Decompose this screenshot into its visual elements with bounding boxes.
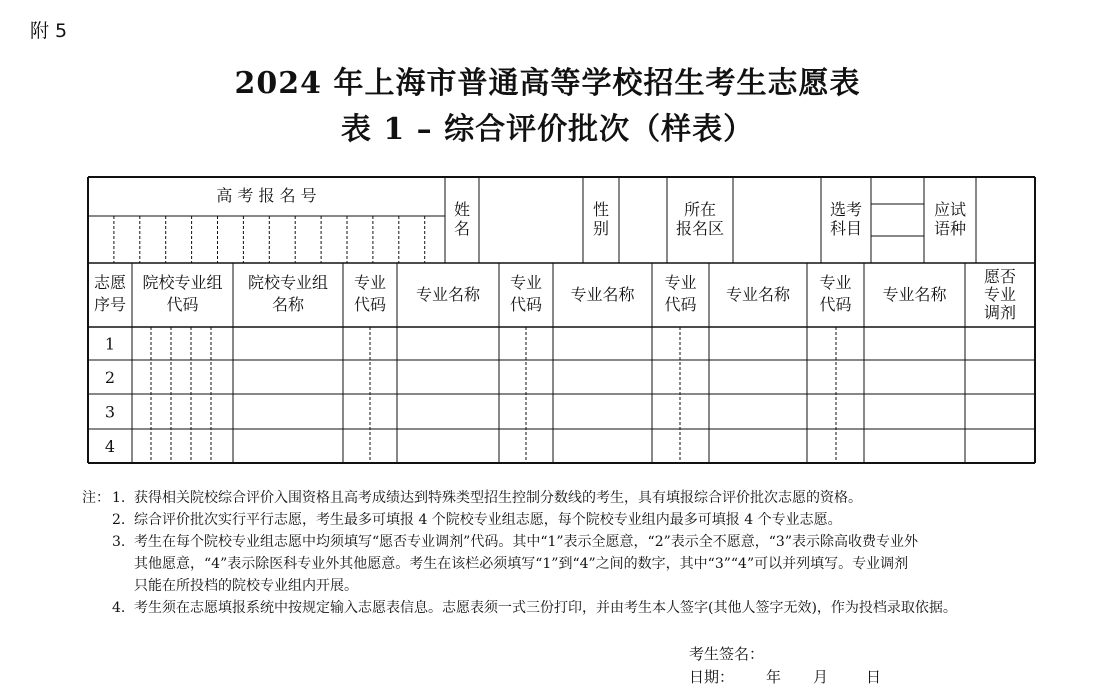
major-code-header: 专业	[819, 273, 852, 292]
note-line	[82, 597, 1042, 619]
major-name-header: 专业名称	[882, 285, 947, 304]
note-line	[82, 487, 1042, 509]
note-text: 获得相关院校综合评价入围资格且高考成绩达到特殊类型招生控制分数线的考生，具有填报综合评价批次志愿的资格。	[134, 490, 862, 506]
major-code-header: 专业	[353, 273, 387, 292]
major-name-header: 专业名称	[570, 285, 635, 304]
major-code-header: 代码	[509, 295, 543, 314]
notes-section	[82, 487, 1042, 619]
group-code-header: 院校专业组	[142, 273, 223, 292]
major-code-header: 代码	[819, 295, 852, 314]
note-text: 综合评价批次实行平行志愿，考生最多可填报 4 个院校专业组志愿，每个院校专业组内最多可填报 4 个专业志愿。	[134, 512, 842, 528]
date-label: 日期：	[689, 668, 735, 686]
language-label: 语种	[933, 219, 967, 238]
major-code-header: 代码	[664, 295, 697, 314]
note-text: 只能在所投档的院校专业组内开展。	[134, 578, 358, 594]
gender-label: 性	[592, 200, 610, 219]
district-label: 报名区	[675, 219, 725, 238]
choice-row-number: 1	[104, 334, 116, 354]
name-label: 姓	[453, 200, 471, 219]
note-number: 4.	[112, 600, 126, 616]
name-label: 名	[453, 219, 471, 238]
date-year: 年	[766, 668, 782, 686]
district-label: 所在	[683, 200, 717, 219]
note-text: 考生在每个院校专业组志愿中均须填写“愿否专业调剂”代码。其中“1”表示全愿意，“2”表示全不愿意，“3”表示除高收费专业外	[134, 534, 918, 550]
page-title: 2024 年上海市普通高等学校招生考生志愿表	[234, 66, 861, 101]
note-line	[82, 531, 1042, 553]
major-name-header: 专业名称	[725, 285, 791, 304]
note-number: 1.	[112, 490, 126, 506]
note-text: 考生须在志愿填报系统中按规定输入志愿表信息。志愿表须一式三份打印，并由考生本人签字(其他人签字无效)，作为投档录取依据。	[134, 600, 957, 616]
group-name-header: 名称	[271, 295, 305, 314]
notes-prefix: 注：	[82, 490, 110, 506]
note-line	[82, 509, 1042, 531]
subjects-label: 科目	[829, 219, 863, 238]
choice-row-number: 3	[104, 402, 116, 422]
major-code-header: 专业	[664, 273, 697, 292]
major-code-header: 代码	[353, 295, 387, 314]
seq-header: 序号	[93, 295, 127, 314]
attachment-tag: 附 5	[30, 20, 68, 42]
group-code-header: 代码	[166, 295, 199, 314]
major-code-header: 专业	[509, 273, 543, 292]
choice-row-number: 4	[104, 437, 116, 456]
page-subtitle: 表 1 – 综合评价批次（样表）	[340, 112, 755, 147]
note-line	[82, 553, 1042, 575]
note-text: 其他愿意，“4”表示除医科专业外其他愿意。考生在该栏必须填写“1”到“4”之间的数字，其中“3”“4”可以并列填写。专业调剂	[134, 556, 909, 572]
note-line	[82, 575, 1042, 597]
exam-no-label: 高 考 报 名 号	[216, 186, 317, 205]
group-name-header: 院校专业组	[247, 273, 329, 292]
major-name-header: 专业名称	[415, 285, 481, 304]
adjust-header: 愿否	[983, 267, 1017, 286]
adjust-header: 调剂	[983, 303, 1017, 322]
subjects-label: 选考	[829, 200, 863, 219]
date-month: 月	[813, 668, 829, 686]
seq-header: 志愿	[93, 273, 127, 292]
adjust-header: 专业	[983, 285, 1017, 304]
gender-label: 别	[592, 219, 610, 238]
note-number: 3.	[112, 534, 126, 550]
date-day: 日	[866, 668, 882, 686]
note-number: 2.	[112, 512, 126, 528]
language-label: 应试	[933, 200, 967, 219]
choice-row-number: 2	[104, 368, 116, 387]
signature-label: 考生签名：	[689, 645, 765, 663]
